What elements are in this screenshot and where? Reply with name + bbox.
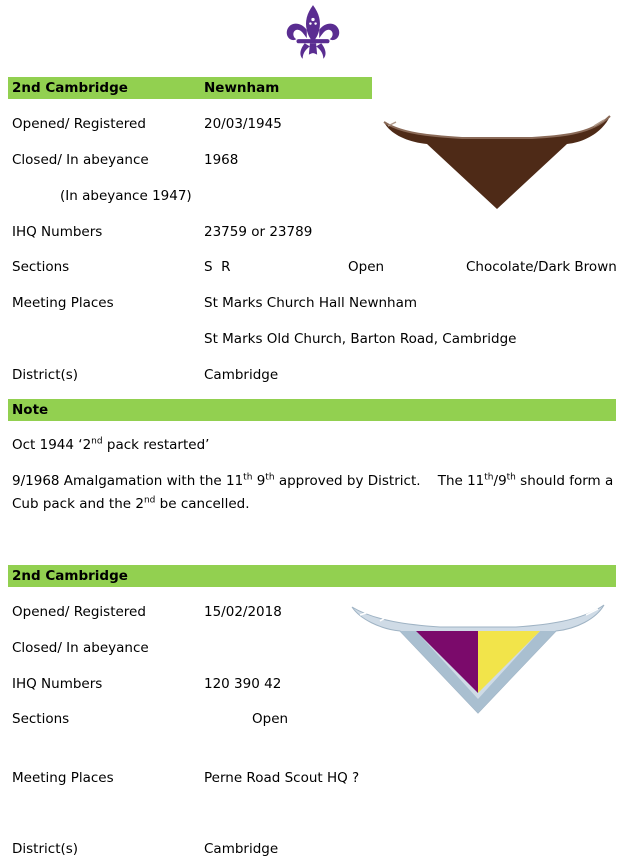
district-label: District(s) — [12, 367, 79, 383]
sections-colour: Chocolate/Dark Brown — [466, 259, 617, 275]
note-header-bar — [8, 399, 616, 421]
district-value: Cambridge — [204, 367, 279, 383]
group1-location: Newnham — [204, 80, 280, 96]
g2-district-value: Cambridge — [204, 841, 279, 857]
g2-opened-value: 15/02/2018 — [204, 604, 282, 620]
g2-ihq-value: 120 390 42 — [204, 676, 282, 692]
note-title: Note — [12, 402, 49, 418]
g2-closed-label: Closed/ In abeyance — [12, 640, 149, 656]
g2-sections-label: Sections — [12, 711, 70, 727]
meeting-place-2: St Marks Old Church, Barton Road, Cambridge — [204, 331, 517, 347]
meeting-place-1: St Marks Church Hall Newnham — [204, 295, 418, 311]
abeyance-note: (In abeyance 1947) — [60, 188, 192, 204]
note-line-3: Cub pack and the 2nd be cancelled. — [12, 495, 250, 512]
note-line-1: Oct 1944 ‘2nd pack restarted’ — [12, 436, 210, 453]
sections-label: Sections — [12, 259, 70, 275]
closed-value: 1968 — [204, 152, 239, 168]
sections-value: S R — [204, 259, 231, 275]
note-line-2: 9/1968 Amalgamation with the 11th 9th approved by District. The 11th/9th should form a — [12, 472, 614, 489]
g2-meeting-label: Meeting Places — [12, 770, 114, 786]
closed-label: Closed/ In abeyance — [12, 152, 149, 168]
meeting-label: Meeting Places — [12, 295, 114, 311]
purple-yellow-neckerchief-image — [350, 603, 606, 715]
g2-ihq-label: IHQ Numbers — [12, 676, 103, 692]
sections-status: Open — [348, 259, 385, 275]
group2-header-bar — [8, 565, 616, 587]
g2-opened-label: Opened/ Registered — [12, 604, 146, 620]
opened-value: 20/03/1945 — [204, 116, 282, 132]
group1-title: 2nd Cambridge — [12, 80, 128, 96]
group1-header-bar — [8, 77, 372, 99]
g2-sections-status: Open — [252, 711, 289, 727]
fleur-de-lis-logo — [282, 3, 344, 65]
brown-neckerchief-image — [382, 112, 612, 212]
group2-title: 2nd Cambridge — [12, 568, 128, 584]
g2-meeting-place-1: Perne Road Scout HQ ? — [204, 770, 360, 786]
ihq-value: 23759 or 23789 — [204, 224, 313, 240]
ihq-label: IHQ Numbers — [12, 224, 103, 240]
opened-label: Opened/ Registered — [12, 116, 146, 132]
g2-district-label: District(s) — [12, 841, 79, 857]
